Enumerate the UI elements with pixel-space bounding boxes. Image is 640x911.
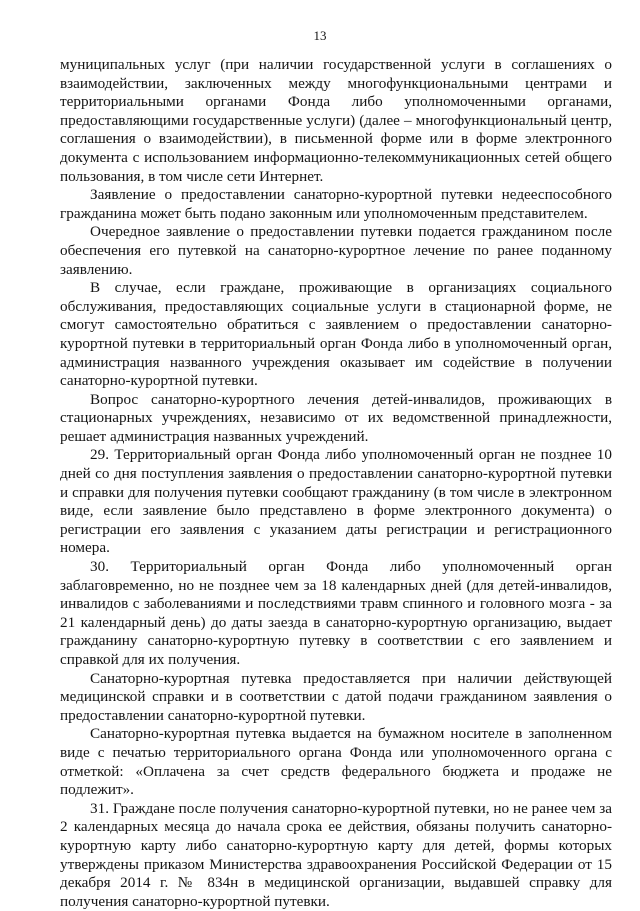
paragraph-voucher-paper-form: Санаторно-курортная путевка выдается на бумажном носителе в заполненном виде с печатью территориального органа Фонда или уполномоченного органа с отметкой: «Оплачена за счет средств федерального бюджета и продаже не подлежит». <box>60 725 612 799</box>
paragraph-voucher-conditions: Санаторно-курортная путевка предоставляется при наличии действующей медицинской справки и в соответствии с датой подачи гражданином заявления о предоставлении санаторно-курортной путевки. <box>60 669 612 724</box>
paragraph-incapacitated-application: Заявление о предоставлении санаторно-курортной путевки недееспособного гражданина может быть подано законным или уполномоченным представителем. <box>60 186 612 222</box>
paragraph-continuation: муниципальных услуг (при наличии государственной услуги в соглашениях о взаимодействии, заключенных между многофункциональными центрами и территориальными органами Фонда либо уполномоченными органами, предоставляющими государственные услуги) (далее – многофункциональный центр, соглашения о взаимодействии), в письменной форме или в форме электронного документа с использованием информационно-телекоммуникационных сетей общего пользования, в том числе сети Интернет. <box>60 56 612 185</box>
paragraph-disabled-children: Вопрос санаторно-курортного лечения детей-инвалидов, проживающих в стационарных учреждениях, независимо от их ведомственной принадлежности, решает администрация названных учреждений. <box>60 390 612 445</box>
page-number: 13 <box>313 28 327 43</box>
paragraph-item-30: 30. Территориальный орган Фонда либо уполномоченный орган заблаговременно, но не позднее чем за 18 календарных дней (для детей-инвалидов, инвалидов с заболеваниями и последствиями травм спинного и головного мозга - за 21 календарный день) до даты заезда в санаторно-курортную организацию, выдает гражданину санаторно-курортную путевку в соответствии с его заявлением и справкой для их получения. <box>60 558 612 668</box>
paragraph-item-31: 31. Граждане после получения санаторно-курортной путевки, но не ранее чем за 2 календарных месяца до начала срока ее действия, обязаны получить санаторно-курортную карту либо санаторно-курортную карту для детей, формы которых утверждены приказом Министерства здравоохранения Российской Федерации от 15 декабря 2014 г. № 834н в медицинской организации, выдавшей справку для получения санаторно-курортной путевки. <box>60 799 612 910</box>
paragraph-item-29: 29. Территориальный орган Фонда либо уполномоченный орган не позднее 10 дней со дня поступления заявления о предоставлении санаторно-курортной путевки и справки для получения путевки сообщают гражданину (в том числе в электронном виде, если заявление было представлено в форме электронного документа) о регистрации его заявления с указанием даты регистрации и регистрационного номера. <box>60 446 612 557</box>
document-body <box>60 56 612 911</box>
paragraph-next-application: Очередное заявление о предоставлении путевки подается гражданином после обеспечения его путевкой на санаторно-курортное лечение по ранее поданному заявлению. <box>60 223 612 278</box>
paragraph-social-service-residents: В случае, если граждане, проживающие в организациях социального обслуживания, предоставляющих социальные услуги в стационарной форме, не смогут самостоятельно обратиться с заявлением о предоставлении санаторно-курортной путевки в территориальный орган Фонда либо в уполномоченный орган, администрация названного учреждения оказывает им содействие в получении санаторно-курортной путевки. <box>60 279 612 390</box>
